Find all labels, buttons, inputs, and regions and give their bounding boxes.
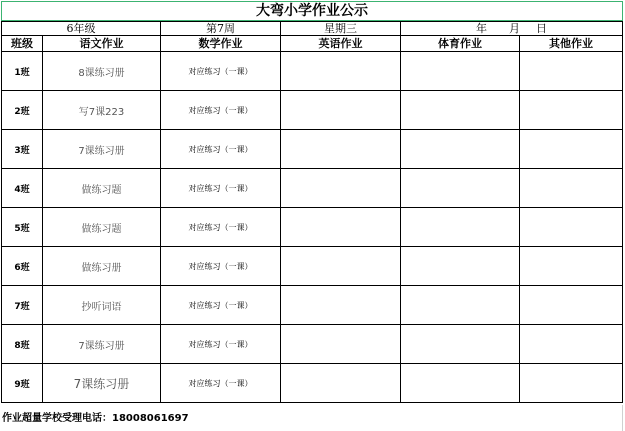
math-homework-cell[interactable]: 对应练习（一课） xyxy=(161,247,281,286)
math-homework-cell[interactable]: 对应练习（一课） xyxy=(161,52,281,91)
col-header-english: 英语作业 xyxy=(281,36,401,52)
other-homework-cell[interactable] xyxy=(520,208,623,247)
class-cell[interactable]: 9班 xyxy=(2,364,43,403)
other-homework-cell[interactable] xyxy=(520,325,623,364)
english-homework-cell[interactable] xyxy=(281,364,401,403)
table-row xyxy=(2,169,623,208)
other-homework-cell[interactable] xyxy=(520,130,623,169)
header-row xyxy=(2,36,623,52)
other-homework-cell[interactable] xyxy=(520,286,623,325)
other-homework-cell[interactable] xyxy=(520,52,623,91)
grade-cell[interactable]: 6年级 xyxy=(2,22,161,36)
weekday-cell[interactable]: 星期三 xyxy=(281,22,401,36)
pe-homework-cell[interactable] xyxy=(401,52,520,91)
date-month-label: 月 xyxy=(509,22,520,35)
math-homework-cell[interactable]: 对应练习（一课） xyxy=(161,364,281,403)
col-header-other: 其他作业 xyxy=(520,36,623,52)
chinese-homework-cell[interactable]: 做练习题 xyxy=(43,208,161,247)
col-header-chinese: 语文作业 xyxy=(43,36,161,52)
date-year-label: 年 xyxy=(476,22,487,35)
week-cell[interactable]: 第7周 xyxy=(161,22,281,36)
other-homework-cell[interactable] xyxy=(520,91,623,130)
pe-homework-cell[interactable] xyxy=(401,130,520,169)
table-row xyxy=(2,91,623,130)
grid-edge-line xyxy=(622,405,623,431)
class-cell[interactable]: 4班 xyxy=(2,169,43,208)
other-homework-cell[interactable] xyxy=(520,247,623,286)
pe-homework-cell[interactable] xyxy=(401,325,520,364)
chinese-homework-cell[interactable]: 做练习册 xyxy=(43,247,161,286)
date-cell[interactable] xyxy=(401,22,623,36)
pe-homework-cell[interactable] xyxy=(401,208,520,247)
date-day-label: 日 xyxy=(536,22,547,35)
pe-homework-cell[interactable] xyxy=(401,247,520,286)
sheet-title: 大弯小学作业公示 xyxy=(1,1,623,21)
col-header-math: 数学作业 xyxy=(161,36,281,52)
math-homework-cell[interactable]: 对应练习（一课） xyxy=(161,130,281,169)
pe-homework-cell[interactable] xyxy=(401,91,520,130)
table-row xyxy=(2,247,623,286)
footer-hotline: 作业超量学校受理电话：18008061697 xyxy=(2,413,189,424)
math-homework-cell[interactable]: 对应练习（一课） xyxy=(161,169,281,208)
english-homework-cell[interactable] xyxy=(281,208,401,247)
table-body xyxy=(2,52,623,403)
math-homework-cell[interactable]: 对应练习（一课） xyxy=(161,286,281,325)
pe-homework-cell[interactable] xyxy=(401,364,520,403)
math-homework-cell[interactable]: 对应练习（一课） xyxy=(161,91,281,130)
other-homework-cell[interactable] xyxy=(520,364,623,403)
class-cell[interactable]: 1班 xyxy=(2,52,43,91)
table-row xyxy=(2,364,623,403)
chinese-homework-cell[interactable]: 8课练习册 xyxy=(43,52,161,91)
pe-homework-cell[interactable] xyxy=(401,169,520,208)
chinese-homework-cell[interactable]: 7课练习册 xyxy=(43,130,161,169)
english-homework-cell[interactable] xyxy=(281,91,401,130)
class-cell[interactable]: 8班 xyxy=(2,325,43,364)
table-row xyxy=(2,130,623,169)
english-homework-cell[interactable] xyxy=(281,169,401,208)
chinese-homework-cell[interactable]: 抄听词语 xyxy=(43,286,161,325)
math-homework-cell[interactable]: 对应练习（一课） xyxy=(161,325,281,364)
class-cell[interactable]: 5班 xyxy=(2,208,43,247)
info-row xyxy=(2,22,623,36)
english-homework-cell[interactable] xyxy=(281,247,401,286)
table-row xyxy=(2,286,623,325)
class-cell[interactable]: 6班 xyxy=(2,247,43,286)
english-homework-cell[interactable] xyxy=(281,325,401,364)
other-homework-cell[interactable] xyxy=(520,169,623,208)
table-row xyxy=(2,208,623,247)
homework-table xyxy=(1,21,623,403)
col-header-class: 班级 xyxy=(2,36,43,52)
math-homework-cell[interactable]: 对应练习（一课） xyxy=(161,208,281,247)
pe-homework-cell[interactable] xyxy=(401,286,520,325)
table-row xyxy=(2,52,623,91)
english-homework-cell[interactable] xyxy=(281,130,401,169)
chinese-homework-cell[interactable]: 7课练习册 xyxy=(43,325,161,364)
class-cell[interactable]: 2班 xyxy=(2,91,43,130)
english-homework-cell[interactable] xyxy=(281,52,401,91)
class-cell[interactable]: 7班 xyxy=(2,286,43,325)
class-cell[interactable]: 3班 xyxy=(2,130,43,169)
col-header-pe: 体育作业 xyxy=(401,36,520,52)
table-row xyxy=(2,325,623,364)
chinese-homework-cell[interactable]: 做练习题 xyxy=(43,169,161,208)
chinese-homework-cell[interactable]: 写7课223 xyxy=(43,91,161,130)
english-homework-cell[interactable] xyxy=(281,286,401,325)
chinese-homework-cell[interactable]: 7课练习册 xyxy=(43,364,161,403)
